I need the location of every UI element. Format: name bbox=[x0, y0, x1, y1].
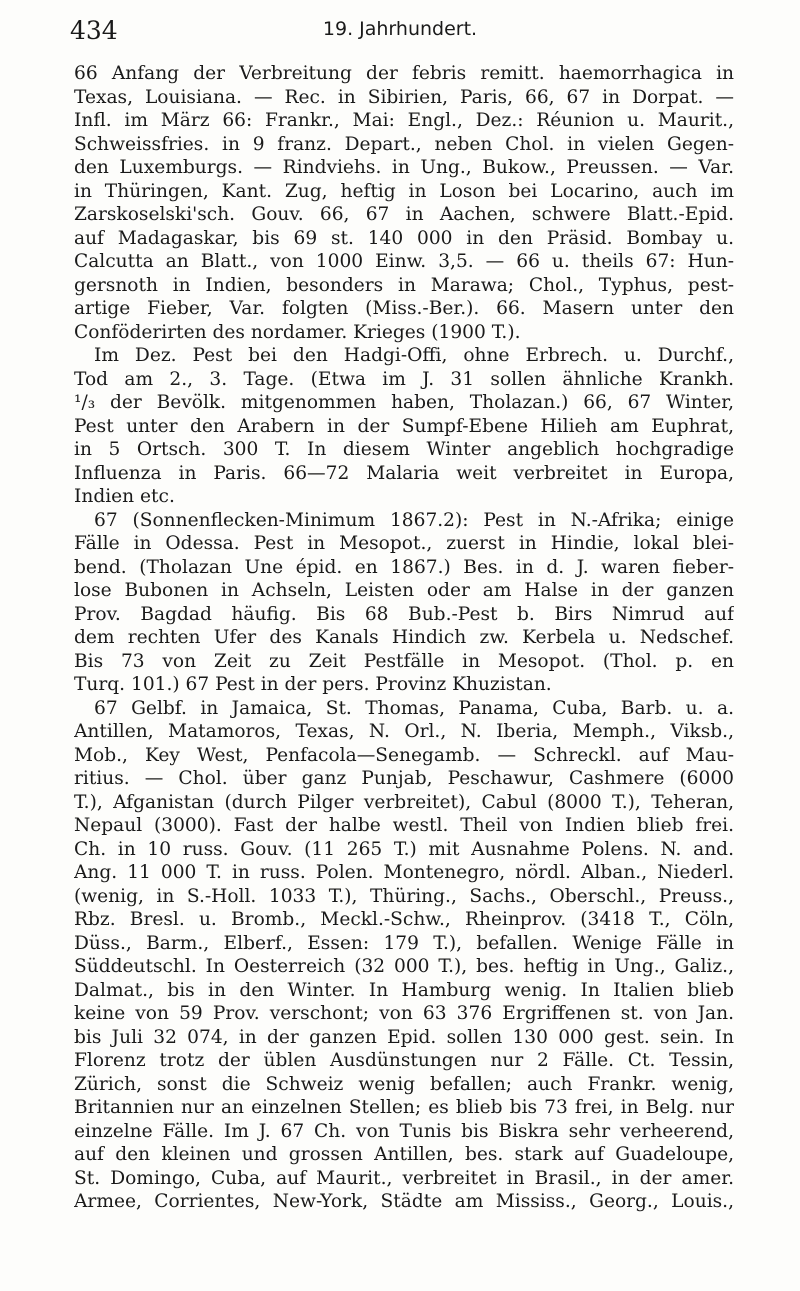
text-line: Düss., Barm., Elberf., Essen: 179 T.), befallen. Wenige Fälle in bbox=[74, 932, 734, 954]
text-line: bis Juli 32 074, in der ganzen Epid. sollen 130 000 gest. sein. In bbox=[74, 1026, 734, 1048]
text-line: (wenig, in S.-Holl. 1033 T.), Thüring., Sachs., Oberschl., Preuss., bbox=[74, 885, 734, 907]
text-line: Im Dez. Pest bei den Hadgi-Offi, ohne Erbrech. u. Durchf., bbox=[94, 345, 734, 366]
paragraph bbox=[74, 62, 734, 344]
text-line: Zarskoselski'sch. Gouv. 66, 67 in Aachen, schwere Blatt.-Epid. bbox=[74, 204, 734, 225]
page-header bbox=[70, 16, 730, 50]
running-head: 19. Jahrhundert. bbox=[322, 18, 478, 40]
text-line: Tod am 2., 3. Tage. (Etwa im J. 31 sollen ähnliche Krankh. bbox=[74, 368, 734, 390]
text-line: auf Madagaskar, bis 69 st. 140 000 in den Präsid. Bombay u. bbox=[74, 227, 734, 249]
text-line: Indien etc. bbox=[74, 486, 175, 507]
text-line: 66 Anfang der Verbreitung der febris remitt. haemorrhagica in bbox=[74, 63, 734, 84]
text-line: Nepaul (3000). Fast der halbe westl. Theil von Indien blieb frei. bbox=[74, 815, 734, 836]
text-line: Zürich, sonst die Schweiz wenig befallen; auch Frankr. wenig, bbox=[74, 1073, 734, 1095]
body-text bbox=[74, 62, 734, 1214]
text-line: Mob., Key West, Penfacola—Senegamb. — Schreckl. auf Mau- bbox=[74, 744, 734, 766]
text-line: Influenza in Paris. 66—72 Malaria weit verbreitet in Europa, bbox=[74, 462, 734, 484]
text-line: Pest unter den Arabern in der Sumpf-Ebene Hilieh am Euphrat, bbox=[74, 415, 734, 437]
text-line: Fälle in Odessa. Pest in Mesopot., zuerst in Hindie, lokal blei- bbox=[74, 533, 734, 554]
text-line: lose Bubonen in Achseln, Leisten oder am Halse in der ganzen bbox=[74, 580, 734, 601]
text-line: ¹/₃ der Bevölk. mitgenommen haben, Tholazan.) 66, 67 Winter, bbox=[74, 392, 734, 413]
text-line: den Luxemburgs. — Rindviehs. in Ung., Bukow., Preussen. — Var. bbox=[74, 157, 734, 178]
text-line: 67 Gelbf. in Jamaica, St. Thomas, Panama, Cuba, Barb. u. a. bbox=[94, 697, 734, 719]
paragraph bbox=[74, 344, 734, 509]
text-line: ritius. — Chol. über ganz Punjab, Peschawur, Cashmere (6000 bbox=[74, 768, 734, 789]
text-line: artige Fieber, Var. folgten (Miss.-Ber.). 66. Masern unter den bbox=[74, 298, 734, 319]
text-line: Bis 73 von Zeit zu Zeit Pestfälle in Mesopot. (Thol. p. en bbox=[74, 650, 734, 672]
paragraph bbox=[74, 509, 734, 697]
text-line: Calcutta an Blatt., von 1000 Einw. 3,5. — 66 u. theils 67: Hun- bbox=[74, 251, 734, 272]
text-line: Dalmat., bis in den Winter. In Hamburg wenig. In Italien blieb bbox=[74, 979, 734, 1001]
text-line: Ang. 11 000 T. in russ. Polen. Montenegro, nördl. Alban., Niederl. bbox=[74, 862, 734, 883]
paragraph bbox=[74, 697, 734, 1214]
text-line: in 5 Ortsch. 300 T. In diesem Winter angeblich hochgradige bbox=[74, 439, 734, 460]
text-line: Florenz trotz der üblen Ausdünstungen nur 2 Fälle. Ct. Tessin, bbox=[74, 1050, 734, 1071]
text-line: Ch. in 10 russ. Gouv. (11 265 T.) mit Ausnahme Polens. N. and. bbox=[74, 838, 734, 860]
text-line: Infl. im März 66: Frankr., Mai: Engl., Dez.: Réunion u. Maurit., bbox=[74, 110, 734, 131]
text-line: Antillen, Matamoros, Texas, N. Orl., N. Iberia, Memph., Viksb., bbox=[74, 721, 734, 742]
text-line: Turq. 101.) 67 Pest in der pers. Provinz Khuzistan. bbox=[74, 674, 552, 695]
text-line: T.), Afganistan (durch Pilger verbreitet), Cabul (8000 T.), Teheran, bbox=[74, 791, 734, 813]
text-line: einzelne Fälle. Im J. 67 Ch. von Tunis bis Biskra sehr verheerend, bbox=[74, 1120, 734, 1142]
text-line: keine von 59 Prov. verschont; von 63 376 Ergriffenen st. von Jan. bbox=[74, 1003, 734, 1024]
text-line: Schweissfries. in 9 franz. Depart., neben Chol. in vielen Gegen- bbox=[74, 133, 734, 155]
text-line: Rbz. Bresl. u. Bromb., Meckl.-Schw., Rheinprov. (3418 T., Cöln, bbox=[74, 909, 734, 930]
text-line: 67 (Sonnenflecken-Minimum 1867.2): Pest in N.-Afrika; einige bbox=[94, 509, 734, 531]
text-line: bend. (Tholazan Une épid. en 1867.) Bes. in d. J. waren fieber- bbox=[74, 556, 734, 578]
text-line: Prov. Bagdad häufig. Bis 68 Bub.-Pest b. Birs Nimrud auf bbox=[74, 603, 734, 625]
text-line: auf den kleinen und grossen Antillen, bes. stark auf Guadeloupe, bbox=[74, 1144, 734, 1165]
text-line: Texas, Louisiana. — Rec. in Sibirien, Paris, 66, 67 in Dorpat. — bbox=[74, 86, 734, 108]
text-line: in Thüringen, Kant. Zug, heftig in Loson bei Locarino, auch im bbox=[74, 180, 734, 202]
text-line: St. Domingo, Cuba, auf Maurit., verbreitet in Brasil., in der amer. bbox=[74, 1167, 734, 1189]
text-line: Conföderirten des nordamer. Krieges (1900 T.). bbox=[74, 321, 521, 343]
text-line: Britannien nur an einzelnen Stellen; es blieb bis 73 frei, in Belg. nur bbox=[74, 1097, 734, 1118]
text-line: gersnoth in Indien, besonders in Marawa; Chol., Typhus, pest- bbox=[74, 274, 734, 296]
text-line: Süddeutschl. In Oesterreich (32 000 T.), bes. heftig in Ung., Galiz., bbox=[74, 956, 734, 977]
text-line: dem rechten Ufer des Kanals Hindich zw. Kerbela u. Nedschef. bbox=[74, 627, 734, 648]
text-line: Armee, Corrientes, New-York, Städte am Mississ., Georg., Louis., bbox=[74, 1191, 734, 1212]
page-number: 434 bbox=[70, 16, 118, 45]
